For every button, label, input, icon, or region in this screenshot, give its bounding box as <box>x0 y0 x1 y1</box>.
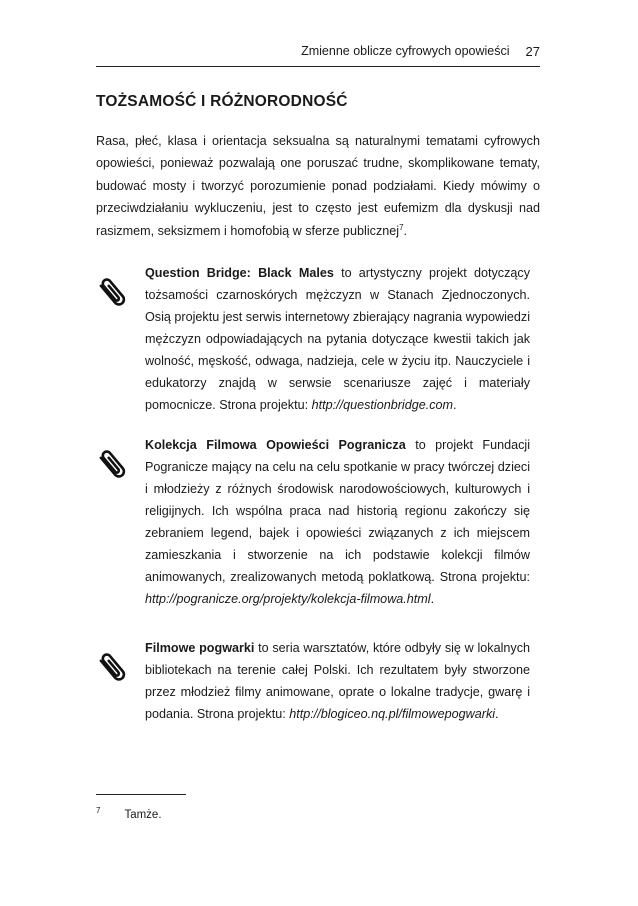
paperclip-icon <box>98 272 128 316</box>
project-description <box>145 434 530 610</box>
footnote-divider <box>96 794 186 795</box>
project-body: to seria warsztatów, które odbyły się w lokalnych bibliotekach na terenie całej Polski. Ich rezultatem były stworzone przez młodzież filmy animowane, oprate o lokalne tradycje, gwarę i podania. Strona projektu: <box>145 641 530 721</box>
project-name: Kolekcja Filmowa Opowieści Pogranicza <box>145 438 406 452</box>
project-body: to artystyczny projekt dotyczący tożsamości czarnoskórych mężczyzn w Stanach Zjednoczonych. Osią projektu jest serwis internetowy zbierający nagrania wypowiedzi mężczyzn odpowiadających na pytania dotyczące kwestii takich jak wolność, męskość, odwaga, nadzieja, cele w życiu itp. Nauczyciele i edukatorzy znajdą w serwsie scenariusze zajęć i materiały pomocnicze. Strona projektu: <box>145 266 530 412</box>
project-name: Filmowe pogwarki <box>145 641 255 655</box>
running-title: Zmienne oblicze cyfrowych opowieści <box>301 44 510 58</box>
project-link[interactable]: http://questionbridge.com <box>311 398 454 412</box>
intro-end: . <box>403 223 408 238</box>
intro-paragraph <box>96 130 540 242</box>
project-link[interactable]: http://blogiceo.nq.pl/filmowepogwarki <box>289 707 496 721</box>
project-name: Question Bridge: Black Males <box>145 266 334 280</box>
project-item-filmowe-pogwarki <box>96 637 540 725</box>
project-description <box>145 637 530 725</box>
project-link[interactable]: http://pogranicze.org/projekty/kolekcja-filmowa.html <box>145 592 431 606</box>
project-end: . <box>453 398 457 412</box>
intro-text: Rasa, płeć, klasa i orientacja seksualna są naturalnymi tematami cyfrowych opowieści, ponieważ pozwalają one poruszać trudne, skomplikowane tematy, budować mosty i tworzyć porozumienie ponad podziałami. Kiedy mówimy o przeciwdziałaniu wykluczeniu, jest to często jest eufemizm dla dyskusji nad rasizmem, seksizmem i homofobią w sferze publicznej <box>96 134 540 238</box>
project-end: . <box>495 707 499 721</box>
footnote-text: Tamże. <box>124 808 162 821</box>
paperclip-icon <box>98 647 128 691</box>
project-item-question-bridge <box>96 262 540 416</box>
footnote <box>96 806 162 821</box>
page-number: 27 <box>525 44 540 59</box>
footnote-ref: 7 <box>399 222 404 232</box>
project-item-kolekcja-filmowa <box>96 434 540 610</box>
project-end: . <box>430 592 435 606</box>
section-title: TOŻSAMOŚĆ I RÓŻNORODNOŚĆ <box>96 93 348 110</box>
running-header <box>96 44 540 67</box>
project-description <box>145 262 530 416</box>
paperclip-icon <box>98 444 128 488</box>
project-body: to projekt Fundacji Pogranicze mający na celu na celu spotkanie w pracy twórczej dzieci i młodzieży z różnych środowisk narodowościowych, kulturowych i religijnych. Ich wspólna praca nad historią regionu zakończy się zebraniem legend, bajek i opowieści związanych z ich miejscem zamieszkania i stworzenie na ich podstawie kolekcji filmów animowanych, zrealizowanych metodą poklatkową. Strona projektu: <box>145 438 531 584</box>
footnote-mark: 7 <box>96 806 101 815</box>
